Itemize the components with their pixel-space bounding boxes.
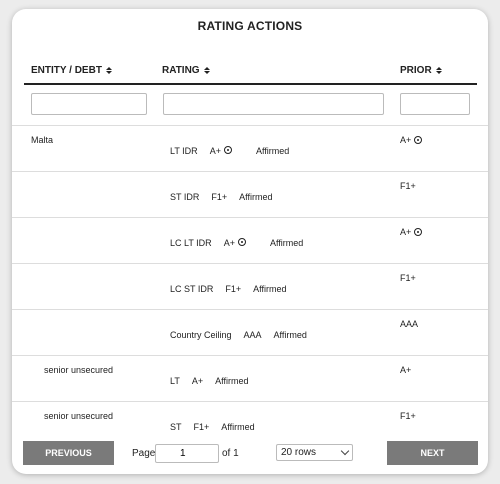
prior-watch-icon — [414, 228, 422, 236]
rating-value — [192, 376, 203, 386]
rating-value — [225, 284, 241, 294]
column-header-rating-label: RATING — [162, 65, 200, 76]
rating-cell — [170, 238, 315, 248]
rating-cell — [170, 284, 298, 294]
pagination-bar — [12, 439, 488, 469]
prior-value: F1+ — [400, 273, 416, 283]
rating-action: Affirmed — [239, 192, 273, 202]
rating-action: Affirmed — [255, 146, 290, 156]
rating-type: ST IDR — [170, 192, 200, 202]
prior-filter-input[interactable] — [400, 93, 470, 115]
table-row — [12, 171, 488, 218]
chevron-down-icon — [341, 447, 349, 455]
rating-actions-card — [12, 9, 488, 474]
rating-cell — [170, 146, 301, 156]
rating-value — [244, 330, 262, 340]
prior-cell — [400, 227, 422, 237]
prior-cell — [400, 135, 422, 145]
prior-cell — [400, 273, 416, 283]
column-header-entity-label: ENTITY / DEBT — [31, 65, 102, 76]
header-divider — [24, 83, 477, 85]
next-button[interactable]: NEXT — [387, 441, 478, 465]
column-header-prior-label: PRIOR — [400, 65, 432, 76]
rating-watch-icon — [238, 238, 246, 246]
prior-cell — [400, 319, 418, 329]
rating-cell — [170, 422, 267, 432]
rating-value-text: A+ — [209, 146, 221, 156]
rating-value-text: AAA — [243, 330, 262, 340]
entity-cell: senior unsecured — [44, 411, 114, 421]
rating-filter-input[interactable] — [163, 93, 384, 115]
sort-icon — [204, 67, 210, 74]
table-row — [12, 309, 488, 356]
previous-button[interactable]: PREVIOUS — [23, 441, 114, 465]
rating-value — [194, 422, 210, 432]
rows-per-page-select[interactable] — [276, 444, 353, 461]
rating-value — [224, 238, 258, 248]
rating-cell — [170, 192, 284, 202]
rating-value-text: A+ — [191, 376, 204, 386]
sort-icon — [106, 67, 112, 74]
prior-value: A+ — [400, 135, 412, 145]
entity-cell: Malta — [31, 135, 54, 145]
rating-value-text: F1+ — [193, 422, 210, 432]
prior-value: A+ — [400, 227, 412, 237]
table-row — [12, 355, 488, 402]
rating-action: Affirmed — [221, 422, 255, 432]
page-title: RATING ACTIONS — [197, 19, 303, 33]
prior-cell — [400, 181, 416, 191]
rating-type: ST — [170, 422, 182, 432]
prior-value: AAA — [400, 319, 419, 329]
rows-per-page-value: 20 rows — [281, 447, 317, 458]
rating-type: LT IDR — [170, 146, 198, 156]
rating-type: LT — [170, 376, 180, 386]
rating-cell — [170, 330, 319, 340]
rating-action: Affirmed — [273, 330, 307, 340]
rating-type: LC ST IDR — [170, 284, 214, 294]
rating-value-text: A+ — [223, 238, 235, 248]
prior-value: A+ — [400, 365, 412, 375]
page-number-input[interactable] — [155, 444, 219, 463]
prior-cell — [400, 365, 411, 375]
rating-cell — [170, 376, 260, 386]
sort-icon — [436, 67, 442, 74]
rating-action: Affirmed — [269, 238, 304, 248]
table-row — [12, 125, 488, 172]
entity-cell: senior unsecured — [44, 365, 114, 375]
table-row — [12, 263, 488, 310]
column-header-rating[interactable] — [162, 65, 210, 76]
rating-action: Affirmed — [253, 284, 287, 294]
rating-type: Country Ceiling — [170, 330, 232, 340]
rating-type: LC LT IDR — [170, 238, 212, 248]
page-count-label: of 1 — [222, 448, 239, 459]
table-row — [12, 217, 488, 264]
prior-value: F1+ — [400, 181, 416, 191]
rating-value — [211, 192, 227, 202]
rating-action: Affirmed — [215, 376, 249, 386]
rating-value-text: F1+ — [225, 284, 242, 294]
prior-watch-icon — [414, 136, 422, 144]
page-label: Page — [132, 448, 156, 459]
column-header-entity[interactable] — [31, 65, 112, 76]
rating-value — [210, 146, 244, 156]
column-header-prior[interactable] — [400, 65, 442, 76]
rating-value-text: F1+ — [211, 192, 228, 202]
rating-watch-icon — [224, 146, 232, 154]
entity-filter-input[interactable] — [31, 93, 147, 115]
prior-cell — [400, 411, 416, 421]
prior-value: F1+ — [400, 411, 416, 421]
